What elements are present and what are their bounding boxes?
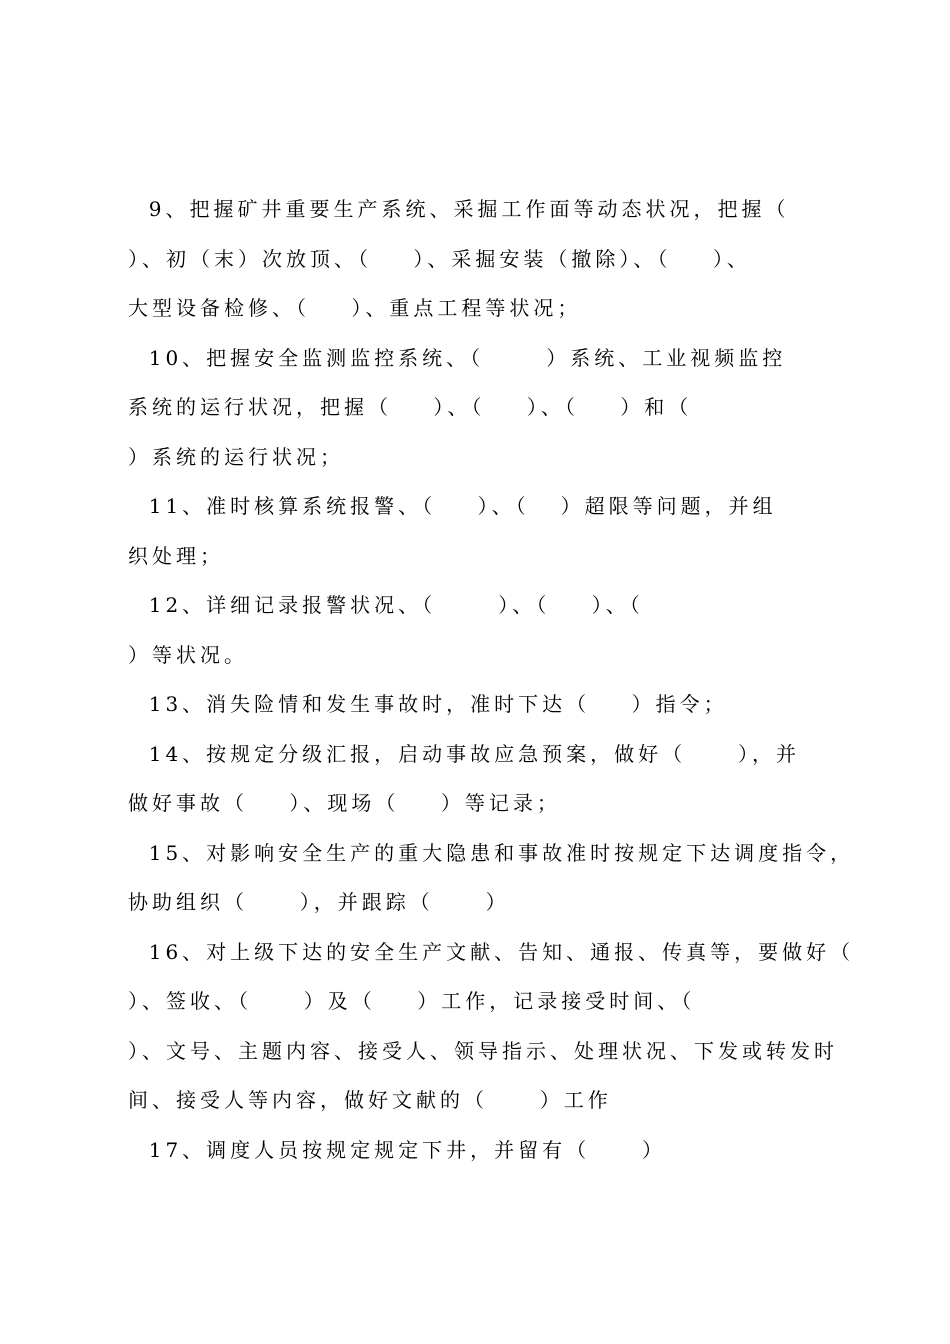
text-line: ）系统的运行状况； (128, 444, 344, 469)
text-line: 织处理； (128, 543, 224, 568)
text-line: 15、对影响安全生产的重大隐患和事故准时按规定下达调度指令， (128, 840, 855, 865)
text-line: ）、初（末）次放顶、（ ）、采掘安装（撤除）、（ ）、 (128, 246, 751, 271)
text-line: 11、准时核算系统报警、（ ）、（ ）超限等问题，并组 (128, 494, 777, 518)
text-line: 协助组织（ ），并跟踪（ ） (128, 890, 510, 914)
document-body (128, 185, 855, 1175)
text-line: 12、详细记录报警状况、（ ）、（ ）、（ (128, 593, 644, 617)
text-line: 间、接受人等内容，做好文献的（ ）工作 (128, 1088, 612, 1112)
text-line: 17、调度人员按规定规定下井，并留有（ ） (128, 1137, 666, 1162)
text-line: 9、把握矿井重要生产系统、采掘工作面等动态状况，把握（ (128, 197, 790, 221)
text-line: 16、对上级下达的安全生产文献、告知、通报、传真等，要做好（ (128, 939, 855, 964)
text-line: ）、文号、主题内容、接受人、领导指示、处理状况、下发或转发时 (128, 1038, 838, 1063)
text-line: 10、把握安全监测监控系统、（ ）系统、工业视频监控 (128, 345, 787, 370)
text-line: ）等状况。 (128, 642, 248, 667)
text-line: 13、消失险情和发生事故时，准时下达（ ）指令； (128, 692, 728, 716)
text-line: 大型设备检修、（ ）、重点工程等状况； (128, 296, 582, 320)
text-line: 14、按规定分级汇报，启动事故应急预案，做好（ ），并 (128, 741, 800, 766)
text-line: ）、签收、（ ）及（ ）工作，记录接受时间、（ (128, 989, 696, 1013)
text-line: 做好事故（ ）、现场（ ）等记录； (128, 791, 561, 815)
text-line: 系统的运行状况，把握（ ）、（ ）、（ ）和（ (128, 395, 693, 419)
